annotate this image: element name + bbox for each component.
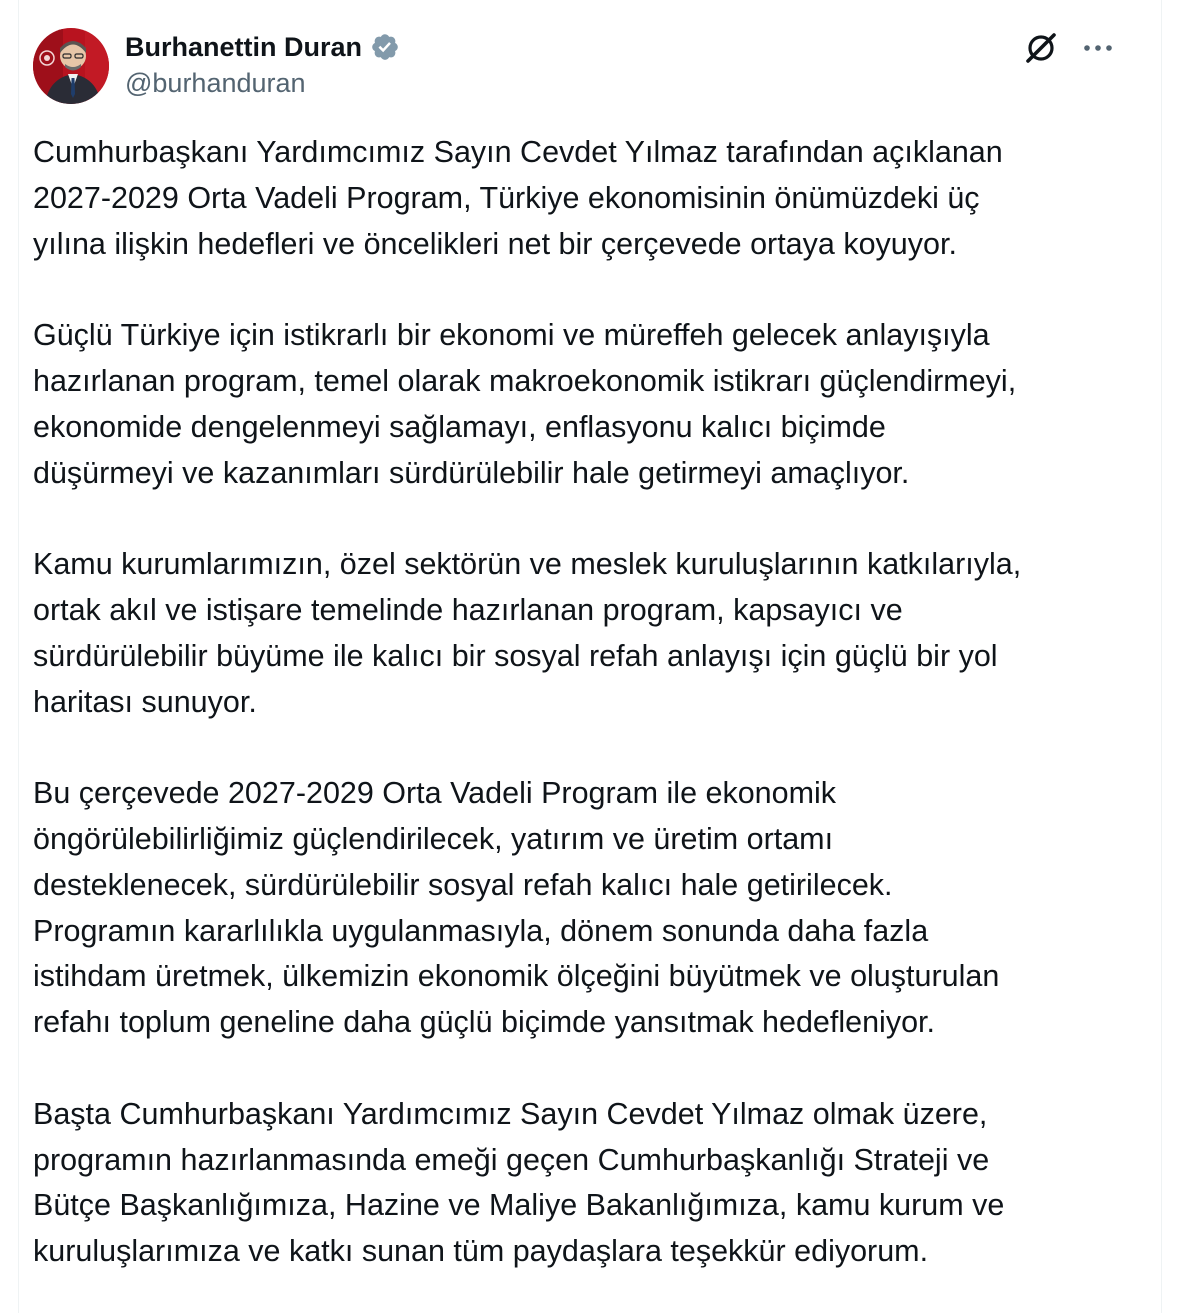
tweet-paragraph [33, 1092, 1128, 1275]
author-display-name[interactable]: Burhanettin Duran [125, 31, 363, 62]
tweet-paragraph [33, 130, 1128, 267]
tweet-paragraph [33, 313, 1128, 496]
text-line: Başta Cumhurbaşkanı Yardımcımız Sayın Cevdet Yılmaz olmak üzere, [33, 1096, 988, 1131]
more-options-button[interactable] [1078, 30, 1118, 66]
text-line: kuruluşlarımıza ve katkı sunan tüm paydaşlara teşekkür ediyorum. [33, 1234, 929, 1269]
text-line: Bütçe Başkanlığımıza, Hazine ve Maliye Bakanlığımıza, kamu kurum ve [33, 1188, 1005, 1223]
text-line: refahı toplum geneline daha güçlü biçimde yansıtmak hedefleniyor. [33, 1005, 935, 1040]
verified-badge-icon [370, 32, 400, 62]
grok-button[interactable] [1023, 30, 1059, 66]
text-line: Cumhurbaşkanı Yardımcımız Sayın Cevdet Yılmaz tarafından açıklanan [33, 135, 1003, 169]
text-line: sürdürülebilir büyüme ile kalıcı bir sosyal refah anlayışı için güçlü bir yol [33, 638, 998, 673]
text-line: 2027-2029 Orta Vadeli Program, Türkiye ekonomisinin önümüzdeki üç [33, 180, 980, 215]
more-options-icon [1078, 30, 1118, 66]
text-line: öngörülebilirliğimiz güçlendirilecek, yatırım ve üretim ortamı [33, 821, 834, 856]
tweet-paragraph [33, 771, 1128, 1046]
text-line: yılına ilişkin hedefleri ve öncelikleri net bir çerçevede ortaya koyuyor. [33, 226, 957, 261]
author-name-row [125, 30, 400, 64]
author-handle[interactable]: @burhanduran [125, 68, 306, 98]
avatar-image [33, 28, 109, 104]
text-line: Bu çerçevede 2027-2029 Orta Vadeli Program ile ekonomik [33, 776, 837, 811]
text-line: ortak akıl ve istişare temelinde hazırlanan program, kapsayıcı ve [33, 592, 903, 627]
grok-icon [1023, 30, 1059, 66]
text-line: düşürmeyi ve kazanımları sürdürülebilir hale getirmeyi amaçlıyor. [33, 455, 910, 490]
text-line: desteklenecek, sürdürülebilir sosyal refah kalıcı hale getirilecek. [33, 867, 893, 902]
text-line: hazırlanan program, temel olarak makroekonomik istikrarı güçlendirmeyi, [33, 363, 1017, 398]
text-line: Programın kararlılıkla uygulanmasıyla, dönem sonunda daha fazla [33, 913, 929, 948]
author-avatar[interactable] [33, 28, 109, 104]
text-line: istihdam üretmek, ülkemizin ekonomik ölçeğini büyütmek ve oluşturulan [33, 959, 1000, 994]
text-line: ekonomide dengelenmeyi sağlamayı, enflasyonu kalıcı biçimde [33, 409, 886, 444]
tweet-text [33, 130, 1128, 1275]
text-line: Kamu kurumlarımızın, özel sektörün ve meslek kuruluşlarının katkılarıyla, [33, 547, 1022, 582]
text-line: Güçlü Türkiye için istikrarlı bir ekonomi ve müreffeh gelecek anlayışıyla [33, 318, 990, 353]
text-line: programın hazırlanmasında emeği geçen Cumhurbaşkanlığı Strateji ve [33, 1142, 990, 1177]
tweet-paragraph [33, 542, 1128, 725]
text-line: haritası sunuyor. [33, 684, 257, 719]
